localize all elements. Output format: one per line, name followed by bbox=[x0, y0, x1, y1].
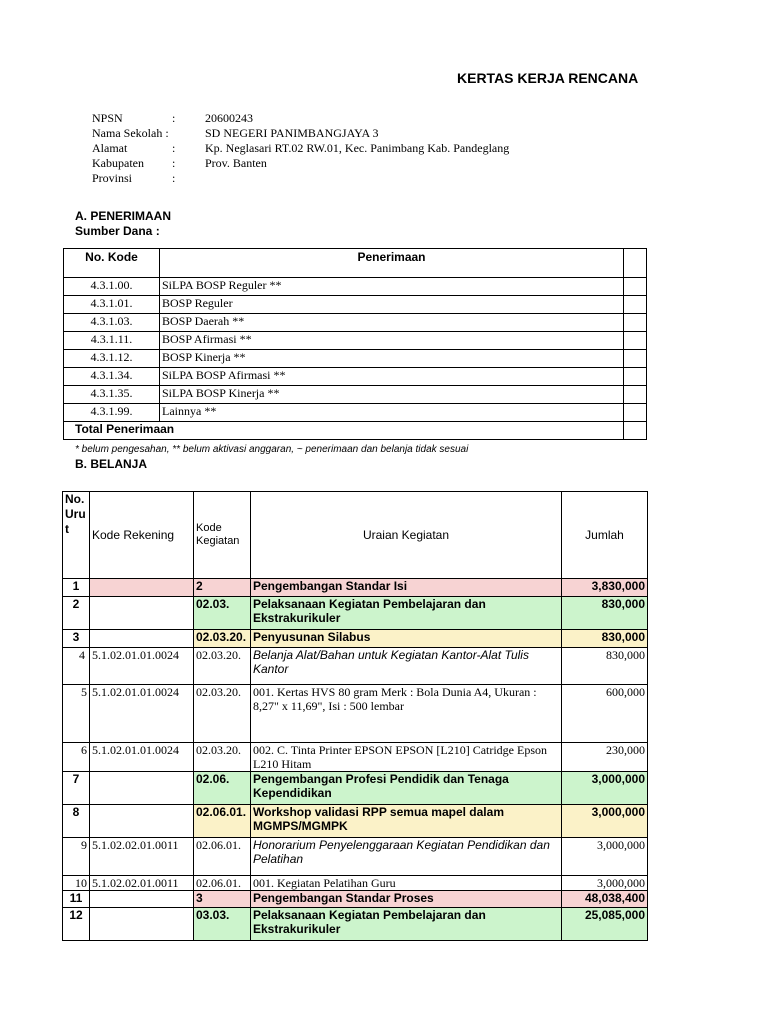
no-cell: 9 bbox=[63, 838, 90, 876]
header-jumlah: Jumlah bbox=[562, 492, 648, 579]
amount-cell bbox=[624, 368, 647, 386]
kegiatan-cell: 03.03. bbox=[194, 908, 251, 941]
table-row bbox=[63, 648, 648, 685]
table-row bbox=[63, 908, 648, 941]
jumlah-cell: 600,000 bbox=[562, 685, 648, 743]
table-row bbox=[64, 278, 647, 296]
uraian-text: Honorarium Penyelenggaraan Kegiatan Pendidikan dan Pelatihan bbox=[253, 838, 550, 866]
rekening-cell bbox=[90, 772, 194, 805]
info-value: Kp. Neglasari RT.02 RW.01, Kec. Panimbang Kab. Pandeglang bbox=[205, 141, 510, 155]
rekening-cell bbox=[90, 908, 194, 941]
table-row bbox=[63, 772, 648, 805]
kode-cell: 4.3.1.01. bbox=[64, 296, 160, 314]
rekening-cell: 5.1.02.02.01.0011 bbox=[90, 838, 194, 876]
info-value: Prov. Banten bbox=[205, 156, 267, 170]
no-cell: 11 bbox=[63, 891, 90, 908]
no-cell: 10 bbox=[63, 876, 90, 891]
jumlah-cell: 3,830,000 bbox=[562, 579, 648, 597]
jumlah-cell: 25,085,000 bbox=[562, 908, 648, 941]
total-penerimaan-label: Total Penerimaan bbox=[64, 422, 624, 440]
info-colon: : bbox=[172, 111, 176, 125]
total-amount-cell bbox=[624, 422, 647, 440]
rekening-cell: 5.1.02.02.01.0011 bbox=[90, 876, 194, 891]
table-row bbox=[63, 685, 648, 743]
rekening-cell bbox=[90, 630, 194, 648]
info-value: SD NEGERI PANIMBANGJAYA 3 bbox=[205, 126, 379, 140]
table-row bbox=[63, 579, 648, 597]
rekening-cell bbox=[90, 597, 194, 630]
uraian-cell: Pengembangan Profesi Pendidik dan Tenaga Kependidikan bbox=[251, 772, 562, 805]
info-value: 20600243 bbox=[205, 111, 253, 125]
no-cell: 6 bbox=[63, 743, 90, 772]
kegiatan-cell: 02.06. bbox=[194, 772, 251, 805]
page-title: KERTAS KERJA RENCANA bbox=[457, 70, 639, 86]
section-a-heading: A. PENERIMAAN bbox=[75, 209, 172, 223]
jumlah-cell: 3,000,000 bbox=[562, 772, 648, 805]
uraian-cell: Belanja Alat/Bahan untuk Kegiatan Kantor-Alat Tulis Kantor bbox=[251, 648, 562, 685]
table-row bbox=[63, 597, 648, 630]
kegiatan-cell: 02.03.20. bbox=[194, 685, 251, 743]
penerimaan-cell: SiLPA BOSP Reguler ** bbox=[160, 278, 624, 296]
table-row bbox=[64, 350, 647, 368]
belanja-table bbox=[62, 491, 648, 941]
table-row bbox=[63, 630, 648, 648]
sumber-dana-label: Sumber Dana : bbox=[75, 224, 160, 238]
kegiatan-cell: 02.06.01. bbox=[194, 838, 251, 876]
info-label: Alamat bbox=[92, 141, 128, 155]
jumlah-cell: 230,000 bbox=[562, 743, 648, 772]
kegiatan-cell: 02.03.20. bbox=[194, 743, 251, 772]
uraian-cell: Workshop validasi RPP semua mapel dalam MGMPS/MGMPK bbox=[251, 805, 562, 838]
jumlah-cell: 830,000 bbox=[562, 630, 648, 648]
jumlah-cell: 3,000,000 bbox=[562, 805, 648, 838]
uraian-cell: Pengembangan Standar Proses bbox=[251, 891, 562, 908]
info-label: Nama Sekolah : bbox=[92, 126, 169, 140]
uraian-cell bbox=[251, 838, 562, 876]
info-colon: : bbox=[172, 171, 176, 185]
header-kode-rekening: Kode Rekening bbox=[90, 492, 194, 579]
penerimaan-table bbox=[63, 248, 647, 440]
amount-cell bbox=[624, 314, 647, 332]
amount-cell bbox=[624, 386, 647, 404]
kode-cell: 4.3.1.99. bbox=[64, 404, 160, 422]
jumlah-cell: 3,000,000 bbox=[562, 838, 648, 876]
uraian-cell: 001. Kertas HVS 80 gram Merk : Bola Dunia A4, Ukuran : 8,27" x 11,69", Isi : 500 lembar bbox=[251, 685, 562, 743]
jumlah-cell: 48,038,400 bbox=[562, 891, 648, 908]
no-cell: 2 bbox=[63, 597, 90, 630]
amount-cell bbox=[624, 278, 647, 296]
table-row bbox=[64, 404, 647, 422]
kode-cell: 4.3.1.34. bbox=[64, 368, 160, 386]
no-cell: 7 bbox=[63, 772, 90, 805]
penerimaan-cell: SiLPA BOSP Afirmasi ** bbox=[160, 368, 624, 386]
no-cell: 5 bbox=[63, 685, 90, 743]
no-cell: 1 bbox=[63, 579, 90, 597]
header-uraian: Uraian Kegiatan bbox=[251, 492, 562, 579]
no-cell: 8 bbox=[63, 805, 90, 838]
rekening-cell: 5.1.02.01.01.0024 bbox=[90, 648, 194, 685]
table-row bbox=[64, 332, 647, 350]
uraian-cell: Pelaksanaan Kegiatan Pembelajaran dan Ekstrakurikuler bbox=[251, 597, 562, 630]
kegiatan-cell: 02.03. bbox=[194, 597, 251, 630]
kegiatan-cell: 3 bbox=[194, 891, 251, 908]
kode-cell: 4.3.1.03. bbox=[64, 314, 160, 332]
penerimaan-cell: BOSP Reguler bbox=[160, 296, 624, 314]
rekening-cell: 5.1.02.01.01.0024 bbox=[90, 743, 194, 772]
kode-cell: 4.3.1.11. bbox=[64, 332, 160, 350]
table-row bbox=[63, 838, 648, 876]
no-cell: 4 bbox=[63, 648, 90, 685]
penerimaan-cell: BOSP Afirmasi ** bbox=[160, 332, 624, 350]
info-colon: : bbox=[172, 156, 176, 170]
penerimaan-header-row bbox=[64, 249, 647, 278]
kode-cell: 4.3.1.35. bbox=[64, 386, 160, 404]
header-kode-kegiatan: Kode Kegiatan bbox=[194, 492, 251, 579]
amount-cell bbox=[624, 332, 647, 350]
kegiatan-cell: 02.03.20. bbox=[194, 630, 251, 648]
no-cell: 12 bbox=[63, 908, 90, 941]
rekening-cell bbox=[90, 579, 194, 597]
penerimaan-cell: BOSP Kinerja ** bbox=[160, 350, 624, 368]
info-label: Kabupaten bbox=[92, 156, 144, 170]
jumlah-cell: 3,000,000 bbox=[562, 876, 648, 891]
table-row bbox=[63, 743, 648, 772]
info-label: Provinsi bbox=[92, 171, 133, 185]
uraian-cell: Pelaksanaan Kegiatan Pembelajaran dan Ekstrakurikuler bbox=[251, 908, 562, 941]
table-row bbox=[64, 314, 647, 332]
header-no-urut: No. Urut bbox=[63, 492, 90, 579]
total-penerimaan-row bbox=[64, 422, 647, 440]
header-amount-cell bbox=[624, 249, 647, 278]
kegiatan-cell: 2 bbox=[194, 579, 251, 597]
amount-cell bbox=[624, 404, 647, 422]
table-row bbox=[64, 368, 647, 386]
kegiatan-cell: 02.06.01. bbox=[194, 876, 251, 891]
table-row bbox=[63, 805, 648, 838]
penerimaan-cell: SiLPA BOSP Kinerja ** bbox=[160, 386, 624, 404]
header-no-kode: No. Kode bbox=[64, 249, 160, 278]
amount-cell bbox=[624, 350, 647, 368]
no-cell: 3 bbox=[63, 630, 90, 648]
table-row bbox=[63, 891, 648, 908]
kegiatan-cell: 02.06.01. bbox=[194, 805, 251, 838]
penerimaan-cell: Lainnya ** bbox=[160, 404, 624, 422]
jumlah-cell: 830,000 bbox=[562, 597, 648, 630]
uraian-cell: Pengembangan Standar Isi bbox=[251, 579, 562, 597]
rekening-cell bbox=[90, 891, 194, 908]
table-row bbox=[63, 876, 648, 891]
table-row bbox=[64, 296, 647, 314]
rekening-cell: 5.1.02.01.01.0024 bbox=[90, 685, 194, 743]
table-row bbox=[64, 386, 647, 404]
section-b-heading: B. BELANJA bbox=[75, 457, 148, 471]
amount-cell bbox=[624, 296, 647, 314]
info-colon: : bbox=[172, 141, 176, 155]
jumlah-cell: 830,000 bbox=[562, 648, 648, 685]
belanja-header-row bbox=[63, 492, 648, 579]
uraian-cell: Penyusunan Silabus bbox=[251, 630, 562, 648]
kegiatan-cell: 02.03.20. bbox=[194, 648, 251, 685]
info-label: NPSN bbox=[92, 111, 123, 125]
header-penerimaan: Penerimaan bbox=[160, 249, 624, 278]
footnote: * belum pengesahan, ** belum aktivasi anggaran, ~ penerimaan dan belanja tidak sesuai bbox=[75, 444, 469, 455]
kode-cell: 4.3.1.12. bbox=[64, 350, 160, 368]
penerimaan-cell: BOSP Daerah ** bbox=[160, 314, 624, 332]
uraian-cell: 001. Kegiatan Pelatihan Guru bbox=[251, 876, 562, 891]
uraian-cell: 002. C. Tinta Printer EPSON EPSON [L210] Catridge Epson L210 Hitam bbox=[251, 743, 562, 772]
rekening-cell bbox=[90, 805, 194, 838]
kode-cell: 4.3.1.00. bbox=[64, 278, 160, 296]
